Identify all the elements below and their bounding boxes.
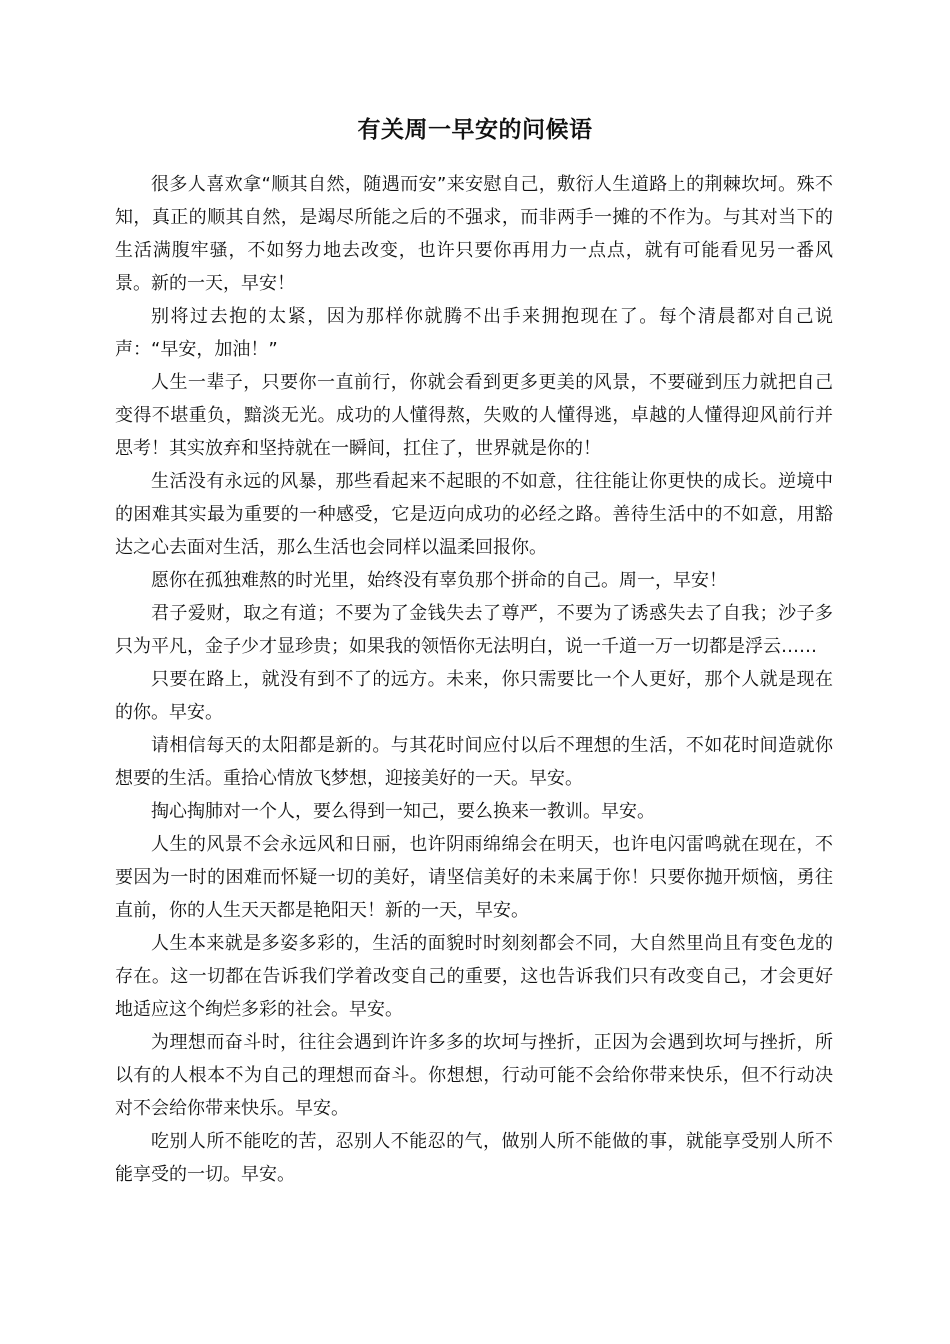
- paragraph: 别将过去抱的太紧，因为那样你就腾不出手来拥抱现在了。每个清晨都对自己说声：“早安，加油！”: [115, 306, 833, 360]
- paragraph: 人生一辈子，只要你一直前行，你就会看到更多更美的风景，不要碰到压力就把自己变得不堪重负，黯淡无光。成功的人懂得熬，失败的人懂得逃，卓越的人懂得迎风前行并思考！其实放弃和坚持就在一瞬间，扛住了，世界就是你的！: [115, 372, 833, 459]
- paragraph: 掏心掏肺对一个人，要么得到一知己，要么换来一教训。早安。: [151, 801, 655, 822]
- paragraph: 只要在路上，就没有到不了的远方。未来，你只需要比一个人更好，那个人就是现在的你。早安。: [115, 669, 833, 723]
- paragraph: 吃别人所不能吃的苦，忍别人不能忍的气，做别人所不能做的事，就能享受别人所不能享受的一切。早安。: [115, 1131, 833, 1185]
- paragraph: 人生的风景不会永远风和日丽，也许阴雨绵绵会在明天，也许电闪雷鸣就在现在，不要因为一时的困难而怀疑一切的美好，请坚信美好的未来属于你！只要你抛开烦恼，勇往直前，你的人生天天都是艳阳天！新的一天，早安。: [115, 834, 833, 921]
- paragraph: 为理想而奋斗时，往往会遇到许许多多的坎坷与挫折，正因为会遇到坎坷与挫折，所以有的人根本不为自己的理想而奋斗。你想想，行动可能不会给你带来快乐，但不行动决对不会给你带来快乐。早安。: [115, 1032, 833, 1119]
- document-title: 有关周一早安的问候语: [357, 117, 593, 143]
- paragraph: 请相信每天的太阳都是新的。与其花时间应付以后不理想的生活，不如花时间造就你想要的生活。重拾心情放飞梦想，迎接美好的一天。早安。: [115, 735, 833, 789]
- paragraph: 人生本来就是多姿多彩的，生活的面貌时时刻刻都会不同，大自然里尚且有变色龙的存在。这一切都在告诉我们学着改变自己的重要，这也告诉我们只有改变自己，才会更好地适应这个绚烂多彩的社会。早安。: [115, 933, 833, 1020]
- paragraph: 很多人喜欢拿“顺其自然，随遇而安”来安慰自己，敷衍人生道路上的荆棘坎坷。殊不知，真正的顺其自然，是竭尽所能之后的不强求，而非两手一摊的不作为。与其对当下的生活满腹牢骚，不如努力地去改变，也许只要你再用力一点点，就有可能看见另一番风景。新的一天，早安！: [115, 174, 833, 294]
- paragraph: 生活没有永远的风暴，那些看起来不起眼的不如意，往往能让你更快的成长。逆境中的困难其实最为重要的一种感受，它是迈向成功的必经之路。善待生活中的不如意，用豁达之心去面对生活，那么生活也会同样以温柔回报你。: [115, 471, 833, 558]
- paragraph: 愿你在孤独难熬的时光里，始终没有辜负那个拼命的自己。周一，早安！: [151, 570, 727, 591]
- paragraph: 君子爱财，取之有道；不要为了金钱失去了尊严，不要为了诱惑失去了自我；沙子多只为平凡，金子少才显珍贵；如果我的领悟你无法明白，说一千道一万一切都是浮云……: [115, 603, 833, 657]
- document-body: [115, 168, 833, 1191]
